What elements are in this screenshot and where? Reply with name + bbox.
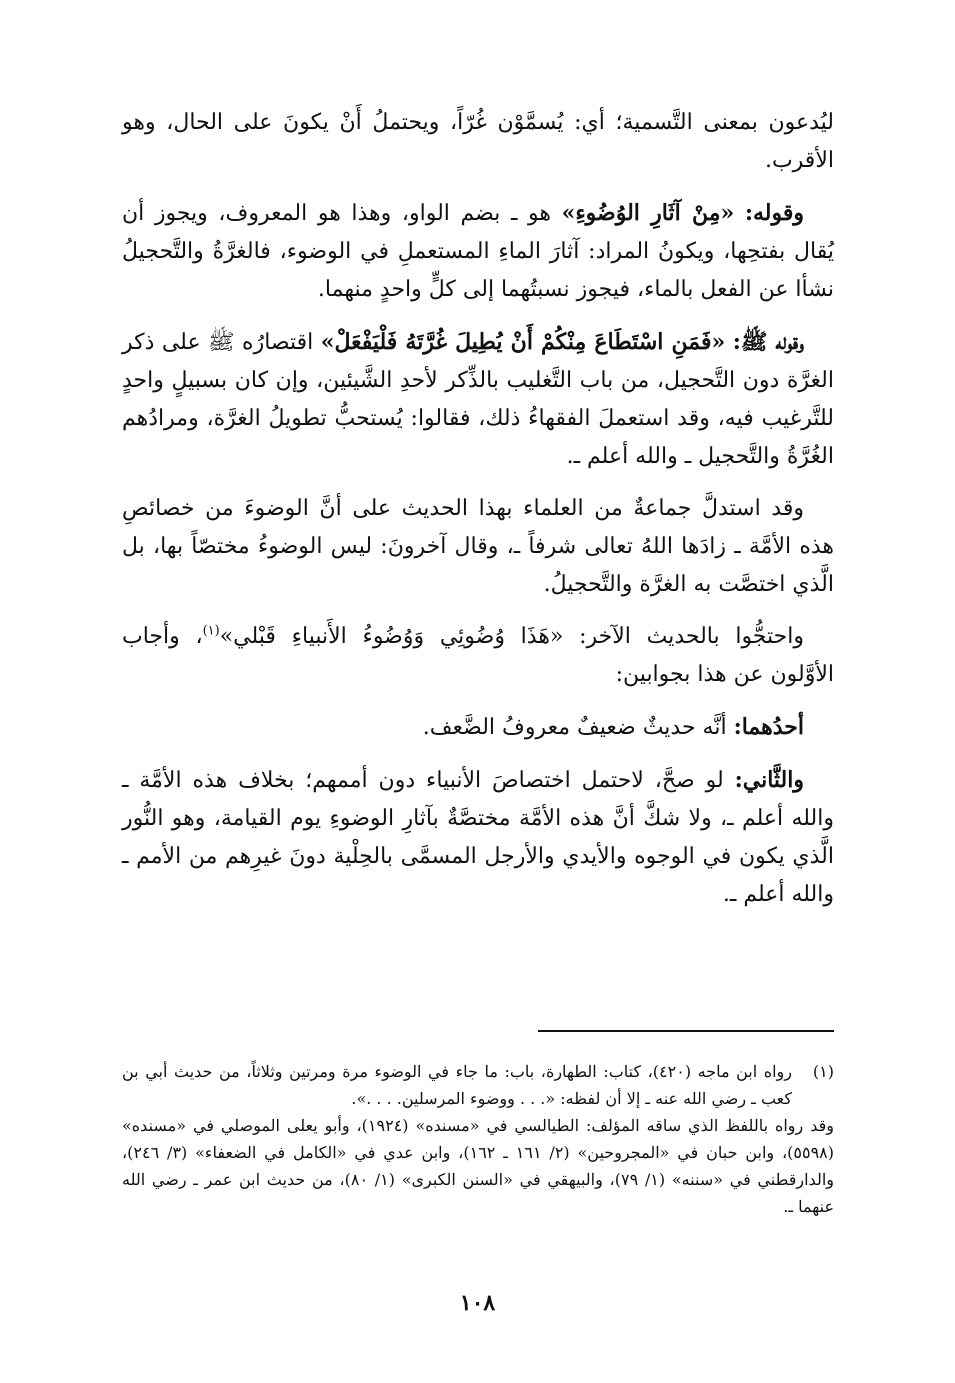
- paragraph-lead: وقوله:: [744, 200, 805, 226]
- paragraph-text: لو صحَّ، لاحتمل اختصاصَ الأنبياء دون أممهم؛ بخلاف هذه الأمَّة ـ والله أعلم ـ، ولا شكَّ أنَّ هذه الأمَّة مختصَّةٌ بآثارِ الوضوءِ يوم القيامة، وهو النُّور الَّذي يكون في الوجوه والأيدي والأرجل المسمَّى بالحِلْية دونَ غيرِهم من الأمم ـ والله أعلم ـ.: [122, 768, 834, 907]
- page-number: ١٠٨: [459, 1290, 496, 1316]
- footnote-separator: [538, 1030, 834, 1032]
- hadith-quote: «مِنْ آثَارِ الوُضُوءِ»: [561, 200, 735, 226]
- paragraph-6: [122, 708, 834, 747]
- paragraph-3: [122, 323, 834, 476]
- paragraph-5: [122, 618, 834, 694]
- footnotes: [122, 1058, 834, 1220]
- paragraph-text: ليُدعون بمعنى التَّسمية؛ أي: يُسمَّوْن غُرّاً، ويحتملُ أَنْ يكونَ على الحال، وهو الأقرب.: [122, 110, 834, 173]
- hadith-quote: «فَمَنِ اسْتَطَاعَ مِنْكُمْ أَنْ يُطِيلَ غُرَّتَهُ فَلْيَفْعَلْ»: [320, 329, 726, 355]
- paragraph-text: هو ـ بضم الواو، وهذا هو المعروف، ويجوز أن يُقال بفتحِها، ويكونُ المراد: آثارَ الماءِ المستعملِ في الوضوء، فالغرَّةُ والتَّحجيلُ نشأا عن الفعل بالماء، فيجوز نسبتُهما إلى كلٍّ واحدٍ منهما.: [122, 201, 834, 302]
- paragraph-text: أنَّه حديثٌ ضعيفٌ معروفُ الضَّعف.: [422, 715, 727, 740]
- paragraph-text: واحتجُّوا بالحديث الآخر: «هَذَا وُضُوئِي وَوُضُوءُ الأَنبياءِ قَبْلي»: [219, 624, 804, 649]
- paragraph-text: اقتصارُه ﷺ على ذكر الغرَّة دون التَّحجيل، من باب التَّغليب بالذِّكر لأحدِ الشَّيئين، وإن كان بسبيلٍ واحدٍ للتَّرغيب فيه، وقد استعملَ الفقهاءُ ذلك، فقالوا: يُستحبُّ تطويلُ الغرَّة، ومرادُهم الغُرَّةُ والتَّحجيل ـ والله أعلم ـ.: [122, 330, 834, 469]
- paragraph-text: وقد استدلَّ جماعةٌ من العلماء بهذا الحديث على أنَّ الوضوءَ من خصائصِ هذه الأمَّة ـ زادَها اللهُ تعالى شرفاً ـ، وقال آخرونَ: ليس الوضوءُ مختصّاً بها، بل الَّذي اختصَّت به الغرَّة والتَّحجيلُ.: [122, 496, 834, 597]
- paragraph-lead: وقوله ﷺ:: [732, 329, 805, 355]
- footnote-reference[interactable]: (١): [202, 623, 220, 639]
- paragraph-tail: ، وأجاب الأوَّلون عن هذا بجوابين:: [122, 624, 834, 687]
- paragraph-1: [122, 104, 834, 180]
- main-text: [122, 104, 834, 928]
- footnote-item: [122, 1058, 834, 1112]
- paragraph-lead: والثَّاني:: [734, 767, 804, 793]
- paragraph-7: [122, 761, 834, 914]
- footnote-text: رواه ابن ماجه (٤٢٠)، كتاب: الطهارة، باب: ما جاء في الوضوء مرة ومرتين وثلاثاً، من حديث أبي بن كعب ـ رضي الله عنه ـ إلا أن لفظه: «. . . ووضوء المرسلين. . . .».: [122, 1062, 792, 1108]
- paragraph-2: [122, 194, 834, 309]
- paragraph-4: [122, 490, 834, 604]
- paragraph-lead: أحدُهما:: [733, 714, 804, 740]
- footnote-continuation: وقد رواه باللفظ الذي ساقه المؤلف: الطيالسي في «مسنده» (١٩٢٤)، وأبو يعلى الموصلي في «مسنده» (٥٥٩٨)، وابن حبان في «المجروحين» (٢/ ١٦١ ـ ١٦٢)، وابن عدي في «الكامل في الضعفاء» (٣/ ٢٤٦)، والدارقطني في «سننه» (١/ ٧٩)، والبيهقي في «السنن الكبرى» (١/ ٨٠)، من حديث ابن عمر ـ رضي الله عنهما ـ.: [122, 1116, 835, 1216]
- footnote-number: (١): [812, 1062, 834, 1081]
